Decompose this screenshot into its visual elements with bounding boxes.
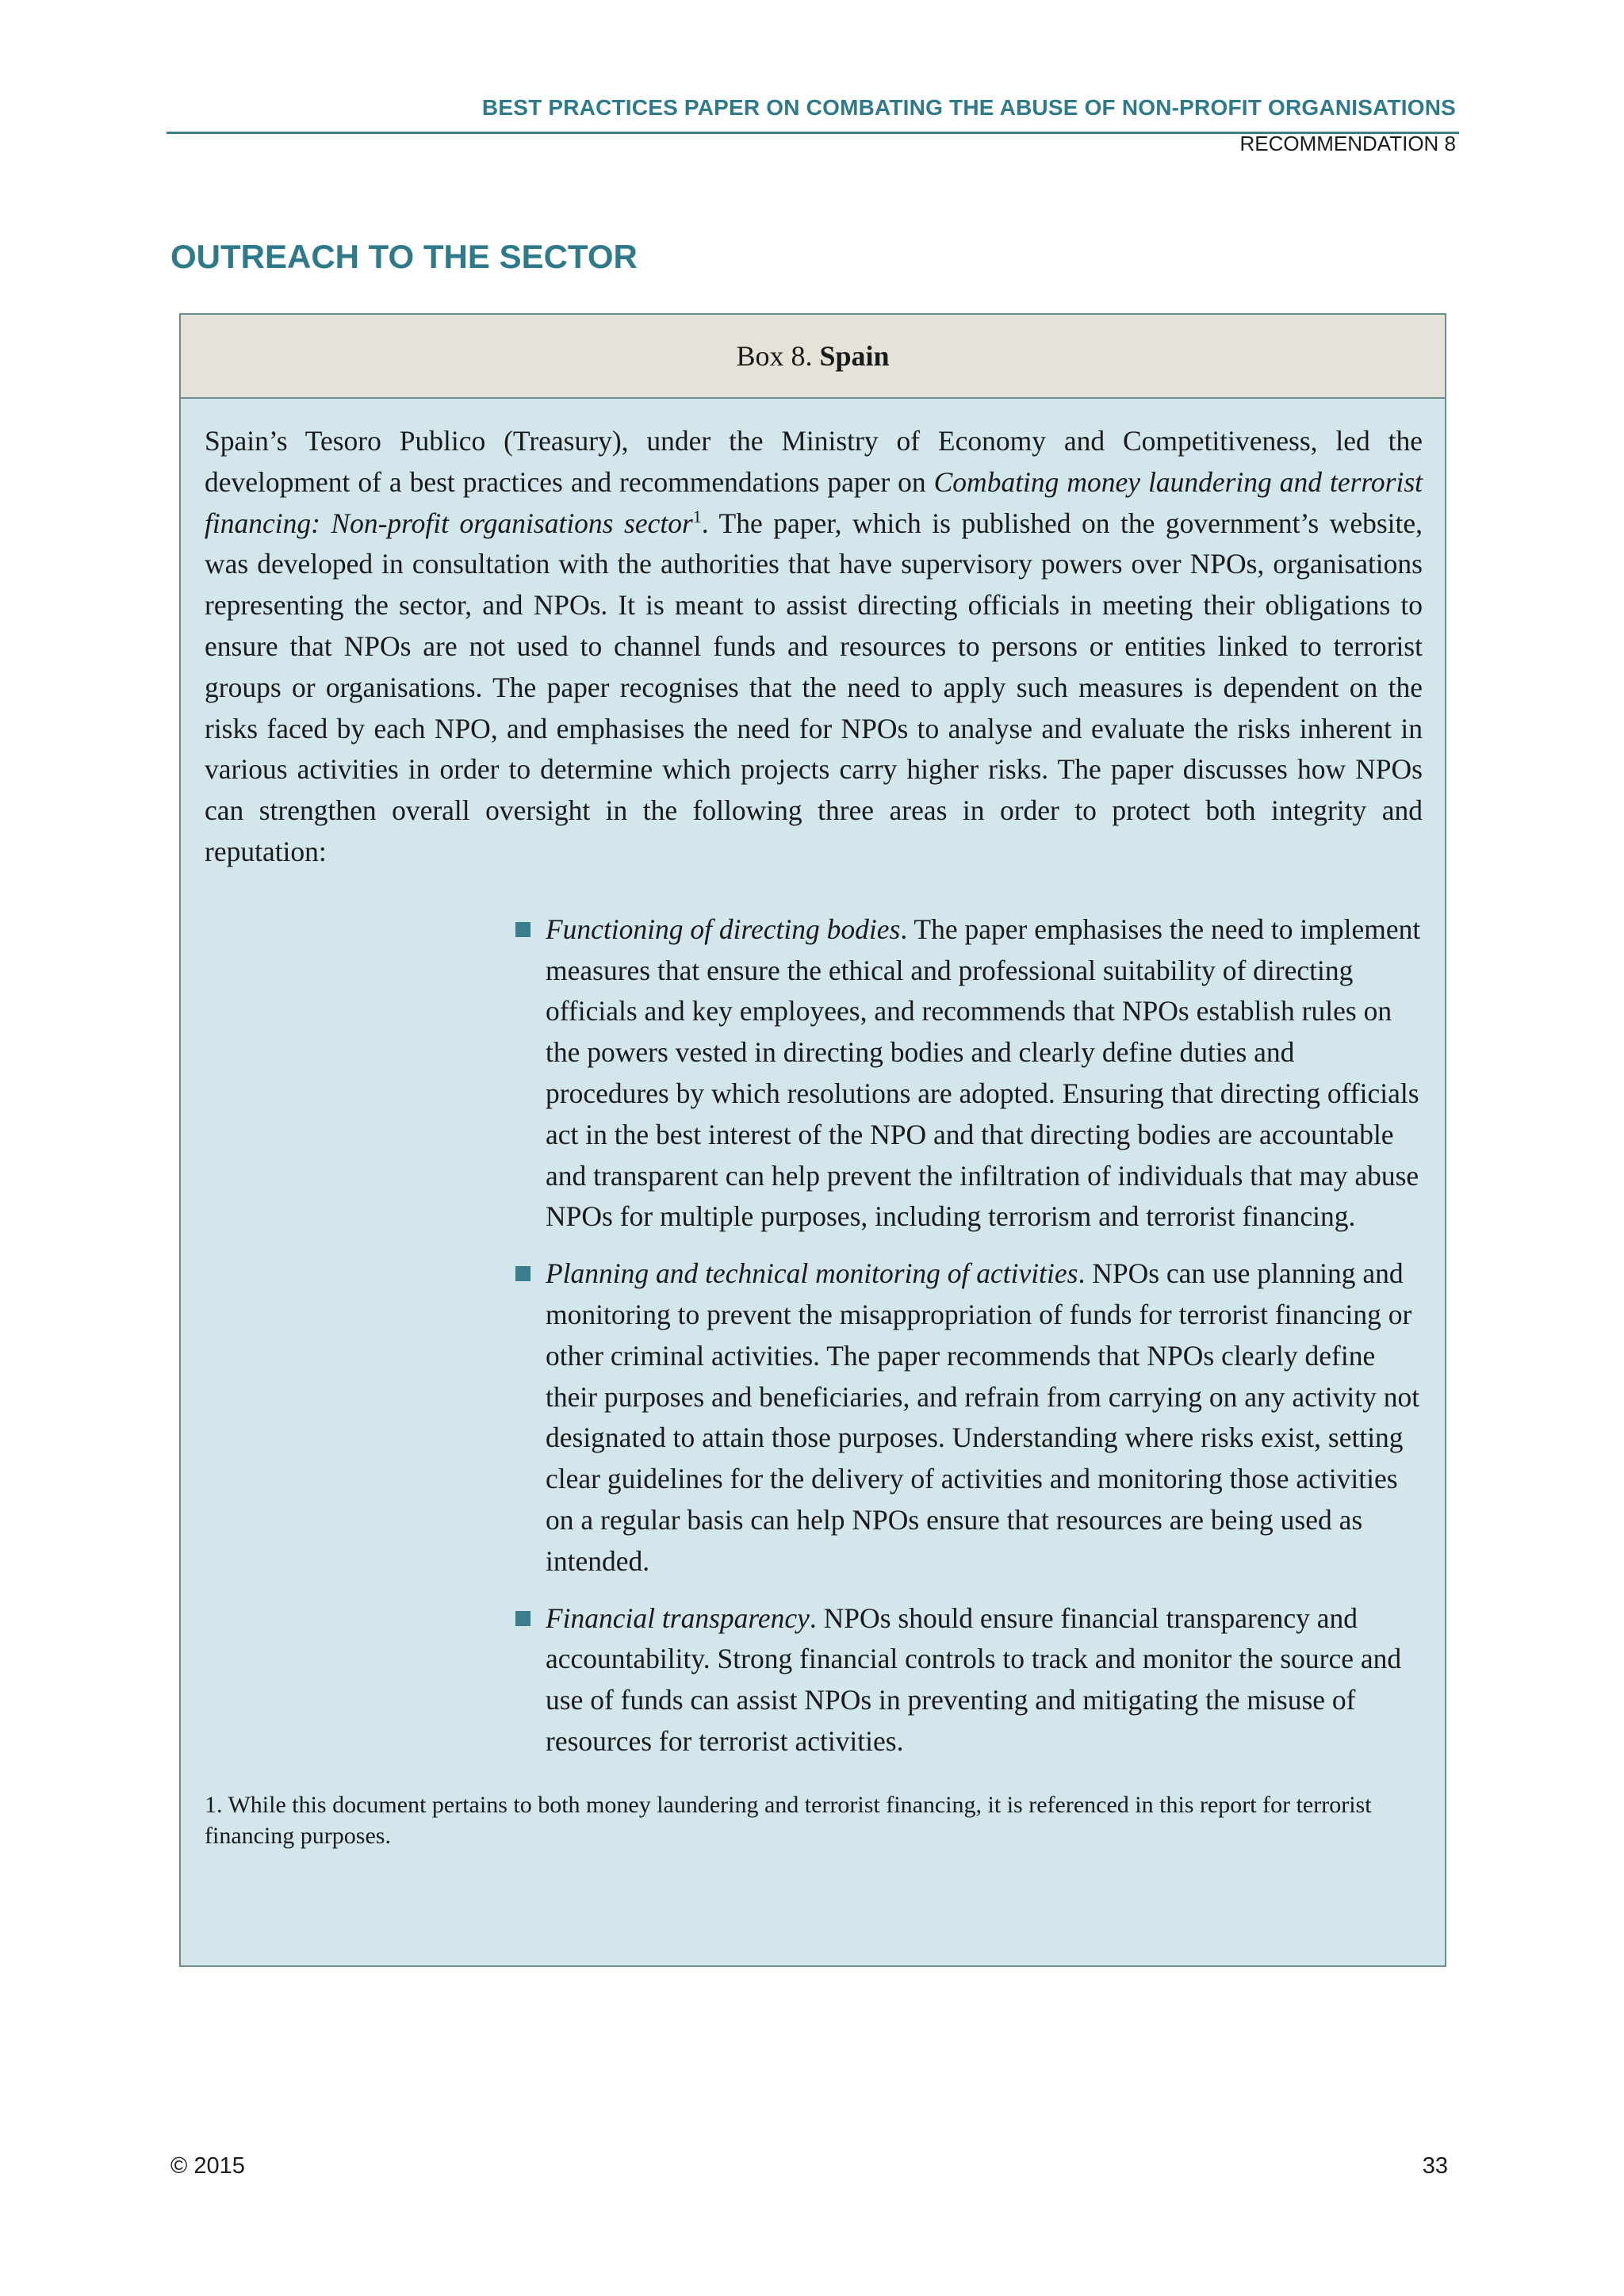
recommendation-label: RECOMMENDATION 8	[1239, 132, 1456, 155]
square-bullet-icon	[515, 1611, 530, 1626]
list-item-text: . The paper emphasises the need to implement measures that ensure the ethical and professional suitability of directing officials and key employees, and recommends that NPOs establish rules on the powers vested in directing bodies and clearly define duties and procedures by which resolutions are adopted. Ensuring that directing officials act in the best interest of the NPO and that directing bodies are accountable and transparent can help prevent the infiltration of individuals that may abuse NPOs for multiple purposes, including terrorism and terrorist financing.	[546, 913, 1421, 1233]
footnote-reference: 1	[692, 506, 702, 526]
box-country: Spain	[819, 340, 890, 372]
box-footnote: 1. While this document pertains to both money laundering and terrorist financing, it is referenced in this report for terrorist financing purposes.	[205, 1791, 1372, 1849]
list-item-text: . NPOs should ensure financial transparency and accountability. Strong financial controls to track and monitor the source and use of funds can assist NPOs in preventing and mitigating the misuse of resources for terrorist activities.	[546, 1601, 1402, 1757]
square-bullet-icon	[515, 1266, 530, 1281]
box-label: Box 8.	[736, 340, 813, 372]
list-item	[515, 1598, 1423, 1762]
square-bullet-icon	[515, 922, 530, 937]
document-title: BEST PRACTICES PAPER ON COMBATING THE ABUSE OF NON-PROFIT ORGANISATIONS	[481, 95, 1456, 120]
section-heading: OUTREACH TO THE SECTOR	[170, 238, 638, 275]
running-header	[167, 94, 1459, 134]
list-item-title: Financial transparency	[546, 1601, 810, 1634]
case-study-box	[179, 313, 1446, 1967]
box-title	[181, 315, 1445, 399]
intro-text-end: . The paper, which is published on the government’s website, was developed in consultation with the authorities that have supervisory powers over NPOs, organisations representing the sector, and NPOs. It is meant to assist directing officials in meeting their obligations to ensure that NPOs are not used to channel funds and resources to persons or entities linked to terrorist groups or organisations. The paper recognises that the need to apply such measures is dependent on the risks faced by each NPO, and emphasises the need for NPOs to analyse and evaluate the risks inherent in various activities in order to determine which projects carry higher risks. The paper discusses how NPOs can strengthen overall oversight in the following three areas in order to protect both integrity and reputation:	[205, 507, 1423, 867]
list-item-text: . NPOs can use planning and monitoring to prevent the misappropriation of funds for terrorist financing or other criminal activities. The paper recommends that NPOs clearly define their purposes and beneficiaries, and refrain from carrying on any activity not designated to attain those purposes. Understanding where risks exist, setting clear guidelines for the delivery of activities and monitoring those activities on a regular basis can help NPOs ensure that resources are being used as intended.	[546, 1257, 1420, 1577]
list-item-title: Functioning of directing bodies	[546, 913, 901, 945]
intro-text-start: Spain’s Tesoro Publico (Treasury), under the Ministry of Economy and Competitiveness, led the development of a best practices and recommendations paper on	[205, 425, 1423, 498]
list-item	[515, 1253, 1423, 1582]
referenced-paper-title: Combating money laundering and terrorist financing: Non-profit organisations sector	[205, 465, 1423, 539]
list-item	[515, 909, 1423, 1238]
copyright: © 2015	[170, 2153, 245, 2179]
box-body	[181, 399, 1445, 1851]
list-item-title: Planning and technical monitoring of activities	[546, 1257, 1078, 1290]
intro-paragraph	[205, 421, 1423, 873]
oversight-areas-list	[205, 909, 1423, 1762]
page-number: 33	[1422, 2153, 1448, 2179]
